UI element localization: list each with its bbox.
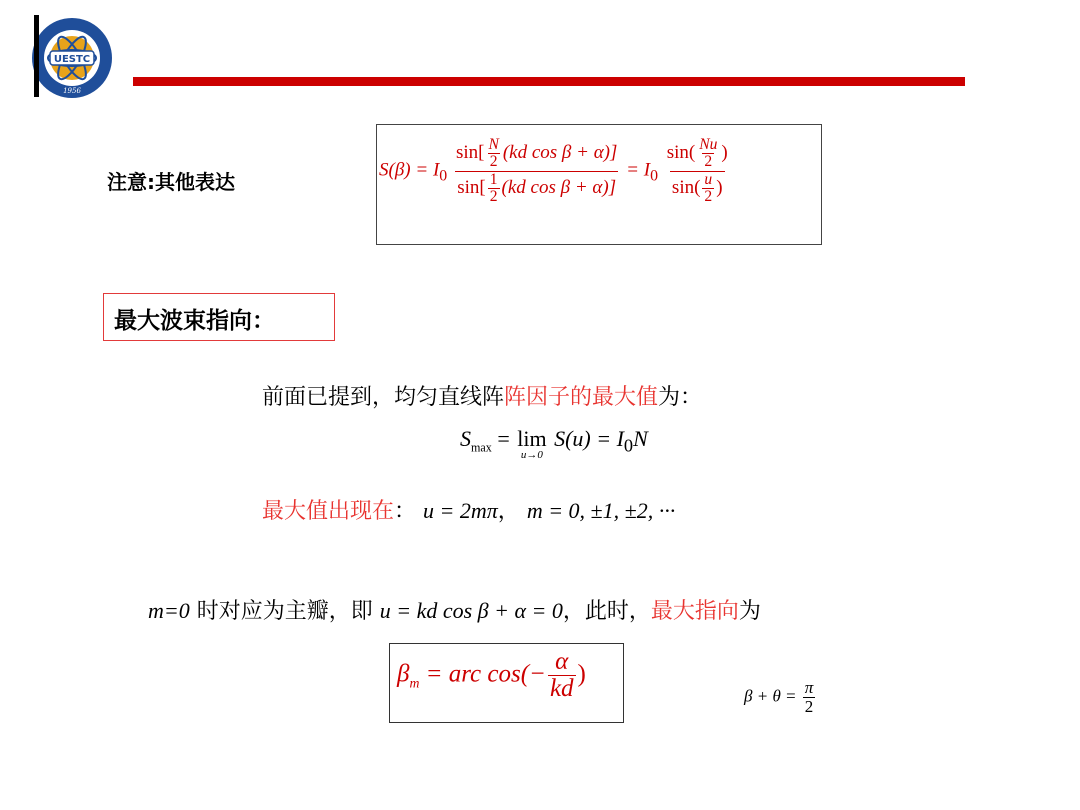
array-factor-formula: $S(\beta) = I_0$ sin[ $\frac{N}{2}$ (kd cos β + α)] sin[ $\frac{1}{2}$ (kd cos β + α)] = $I_0$ sin( $\frac{Nu}{2}$ ) sin( $\frac{u}{2}$ )	[379, 136, 728, 206]
beta-theta-relation: β + θ = $\frac{\pi}{2}$	[744, 678, 814, 716]
svg-text:1956: 1956	[63, 87, 81, 95]
header-vertical-bar	[34, 15, 39, 97]
intro-line: 前面已提到，均匀直线阵阵因子的最大值为：	[262, 385, 703, 410]
beta-max-formula: $\beta_m$ = arc cos(− $\frac{\alpha}{kd}$ )	[397, 648, 586, 703]
note-label: 注意:其他表达	[107, 170, 235, 194]
header-red-rule	[133, 77, 965, 86]
university-logo	[30, 16, 114, 100]
max-value-formula: $S_{max}$ = lim u→0 $S(u) = I_0N$	[460, 426, 648, 461]
section-heading: 最大波束指向：	[114, 308, 275, 334]
svg-text:UESTC: UESTC	[53, 54, 91, 65]
main-lobe-line: m=0 时对应为主瓣，即 u = kd cos β + α = 0，此时，最大指向为	[148, 598, 761, 624]
max-condition-line: 最大值出现在： u = 2mπ， m = 0, ±1, ±2, ···	[262, 498, 676, 524]
